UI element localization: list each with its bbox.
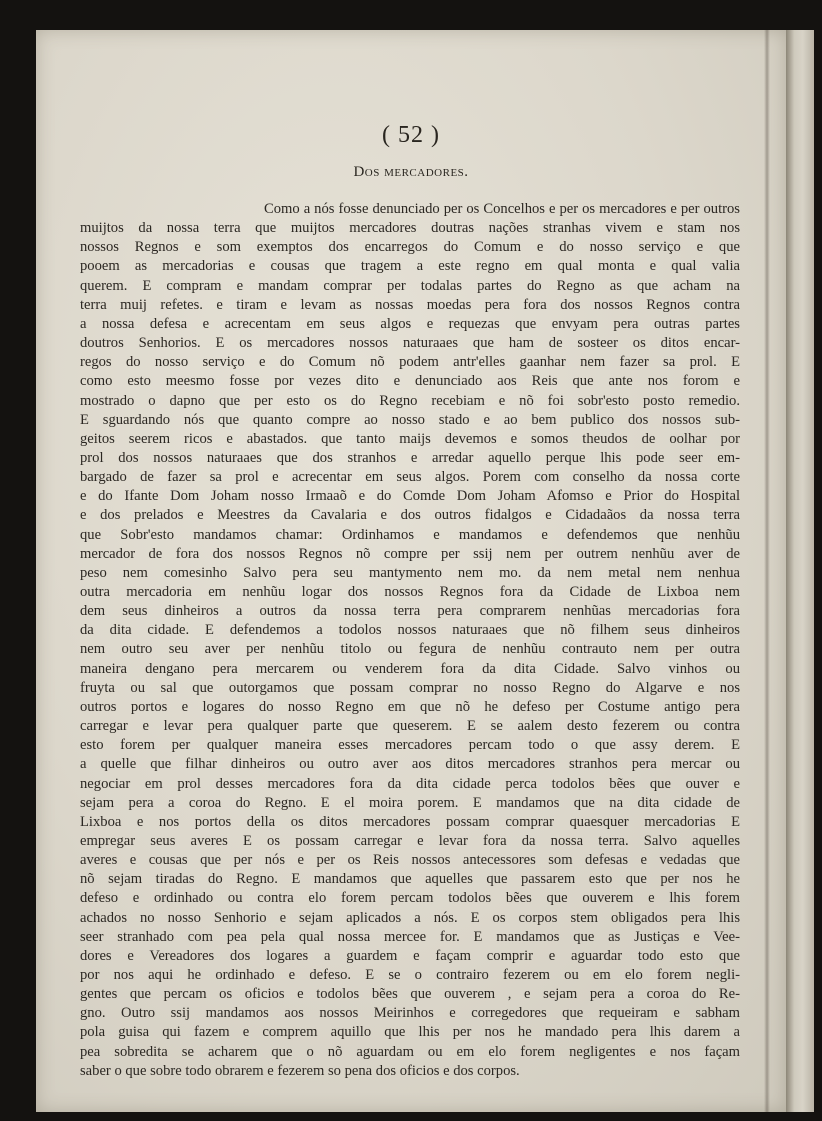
text-line: saber o que sobre todo obrarem e fezerem so pena dos oficios e dos corpos. [80,1062,520,1079]
text-line: nem outro seu aver per nenhũu titolo ou fegura de nenhũu contrauto nem per outra [80,641,740,658]
text-line: carregar e levar pera qualquer parte que queserem. E se aalem desto fezerem ou contra [80,718,740,735]
book-gutter [764,30,770,1112]
text-line: doutros Senhorios. E os mercadores nossos naturaaes que ham de sosteer os ditos encar- [80,335,740,352]
text-line: como esto meesmo fosse por vezes dito e denunciado aos Reis que ante nos forom e [80,373,740,390]
text-line: esto forem per qualquer maneira esses mercadores percam todo o que assy derem. E [80,737,740,754]
book-page [36,30,786,1112]
text-line: pooem as mercadorias e cousas que tragem a este regno em qual monta e qual valia [80,258,740,275]
text-line: nossos Regnos e som exemptos dos encarregos do Comum e do nosso serviço e que [80,239,740,256]
text-line: negociar em prol desses mercadores fora da dita cidade perca todolos bẽes que ouver e [80,775,740,792]
text-line: a quelle que filhar dinheiros ou outro aver aos ditos mercadores stranhos pera mercar ou [80,756,740,773]
text-line: mercador de fora dos nossos Regnos nõ compre per ssij nem per outrem nenhũu aver de [80,545,740,562]
text-line: que Sobr'esto mandamos chamar: Ordinhamos e mandamos e defendemos que nenhũu [80,526,740,543]
text-line: dem seus dinheiros a outros da nossa terra pera comprarem nenhũas mercadorias fora [80,603,740,620]
text-line: achados no nosso Senhorio e sejam aplicados a nós. E os corpos stem obligados pera lhis [80,909,740,926]
text-line: bargado de fazer sa prol e acrecentar em seus algos. Porem com conselho da nossa corte [80,469,740,486]
text-line: e dos prelados e Meestres da Cavalaria e dos outros fidalgos e Cidadaãos da nossa terra [80,507,740,524]
text-line: geitos seerem ricos e abastados. que tanto maijs devemos e somos theudos de oolhar por [80,430,740,447]
text-line: dores e Vereadores dos logares a guardem e façam comprir e aguardar todo esto que [80,947,740,964]
text-line: defeso e ordinhado ou contra elo forem percam todolos bẽes que ouverem e lhis forem [80,890,740,907]
text-line: fruyta ou sal que outorgamos que possam comprar no nosso Regno do Algarve e nos [80,679,740,696]
text-line: terra muij refetes. e tiram e levam as nossas moedas pera fora dos nossos Regnos contra [80,296,740,313]
text-line: nõ sejam tiradas do Regno. E mandamos que aquelles que passarem esto que per nos he [80,871,740,888]
text-line: E sguardando nós que quanto compre ao nosso stado e ao bem publico dos nossos sub- [80,411,740,428]
text-line: da dita cidade. E defendemos a todolos nossos naturaaes que nõ filhem seus dinheiros [80,622,740,639]
text-line: Como a nós fosse denunciado per os Concelhos e per os mercadores e per outros [264,201,740,217]
text-line: peso nem comesinho Salvo pera seu mantymento nem mo. da nem metal nem nenhua [80,564,740,581]
text-line: Lixboa e nos portos della os ditos mercadores possam comprar quaesquer mercadorias E [80,813,740,830]
text-line: por nos aqui he ordinhado e defeso. E se o contrairo fezerem ou em elo forem negli- [80,967,740,983]
text-line: gentes que percam os oficios e todolos bẽes que ouverem , e sejam pera a coroa do Re- [80,986,740,1003]
page-number: ( 52 ) [382,122,440,148]
text-line: prol dos nossos naturaaes que dos stranhos e arredar aquello perque lhis pode seer em- [80,449,740,466]
text-line: regos do nosso serviço e do Comum nõ podem antr'elles gaanhar nem fazer sa prol. E [80,354,740,371]
text-line: outros portos e logares do nosso Regno em que nõ he defeso per Costume antigo pera [80,698,740,715]
text-line: seer stranhado com pea pela qual nossa mercee for. E mandamos que as Justiças e Vee- [80,928,740,945]
text-line: sejam pera a coroa do Regno. E el moira porem. E mandamos que na dita cidade de [80,794,740,811]
section-title: Dos mercadores. [353,164,469,180]
text-line: gno. Outro ssij mandamos aos nossos Meirinhos e corregedores que requeiram e sabham [80,1005,740,1022]
next-page-edge [786,30,814,1112]
text-line: empregar seus averes E os possam carregar e levar fora da nossa terra. Salvo aquelles [80,832,740,849]
text-line: outra mercadoria em nenhũu logar dos nossos Regnos fora da Cidade de Lixboa nem [80,584,740,600]
text-line: averes e cousas que per nós e per os Reis nossos antecessores som defesas e vedadas que [80,852,740,869]
text-line: muijtos da nossa terra que muijtos mercadores doutras nações stranhas vivem e stam nos [80,220,740,237]
text-line: e do Ifante Dom Joham nosso Irmaaõ e do Comde Dom Joham Afomso e Prior do Hospital [80,488,740,505]
text-line: maneira dengano pera mercarem ou venderem fora da dita Cidade. Salvo vinhos ou [80,660,740,677]
text-line: pea sobredita se acharem que o nõ aguardam ou em elo forem negligentes e nos façam [80,1043,740,1060]
text-line: a nossa defesa e acrecentam em seus algos e requezas que envyam pera outras partes [80,315,740,332]
text-line: querem. E compram e mandam comprar per todalas partes do Regno as que acham na [80,277,740,294]
text-line: mostrado o dapno que per esto os do Regno recebiam e nõ foi sobr'esto posto remedio. [80,392,740,409]
text-line: pola guisa qui fazem e comprem aquillo que lhis per nos he mandado pera lhis darem a [80,1024,740,1041]
